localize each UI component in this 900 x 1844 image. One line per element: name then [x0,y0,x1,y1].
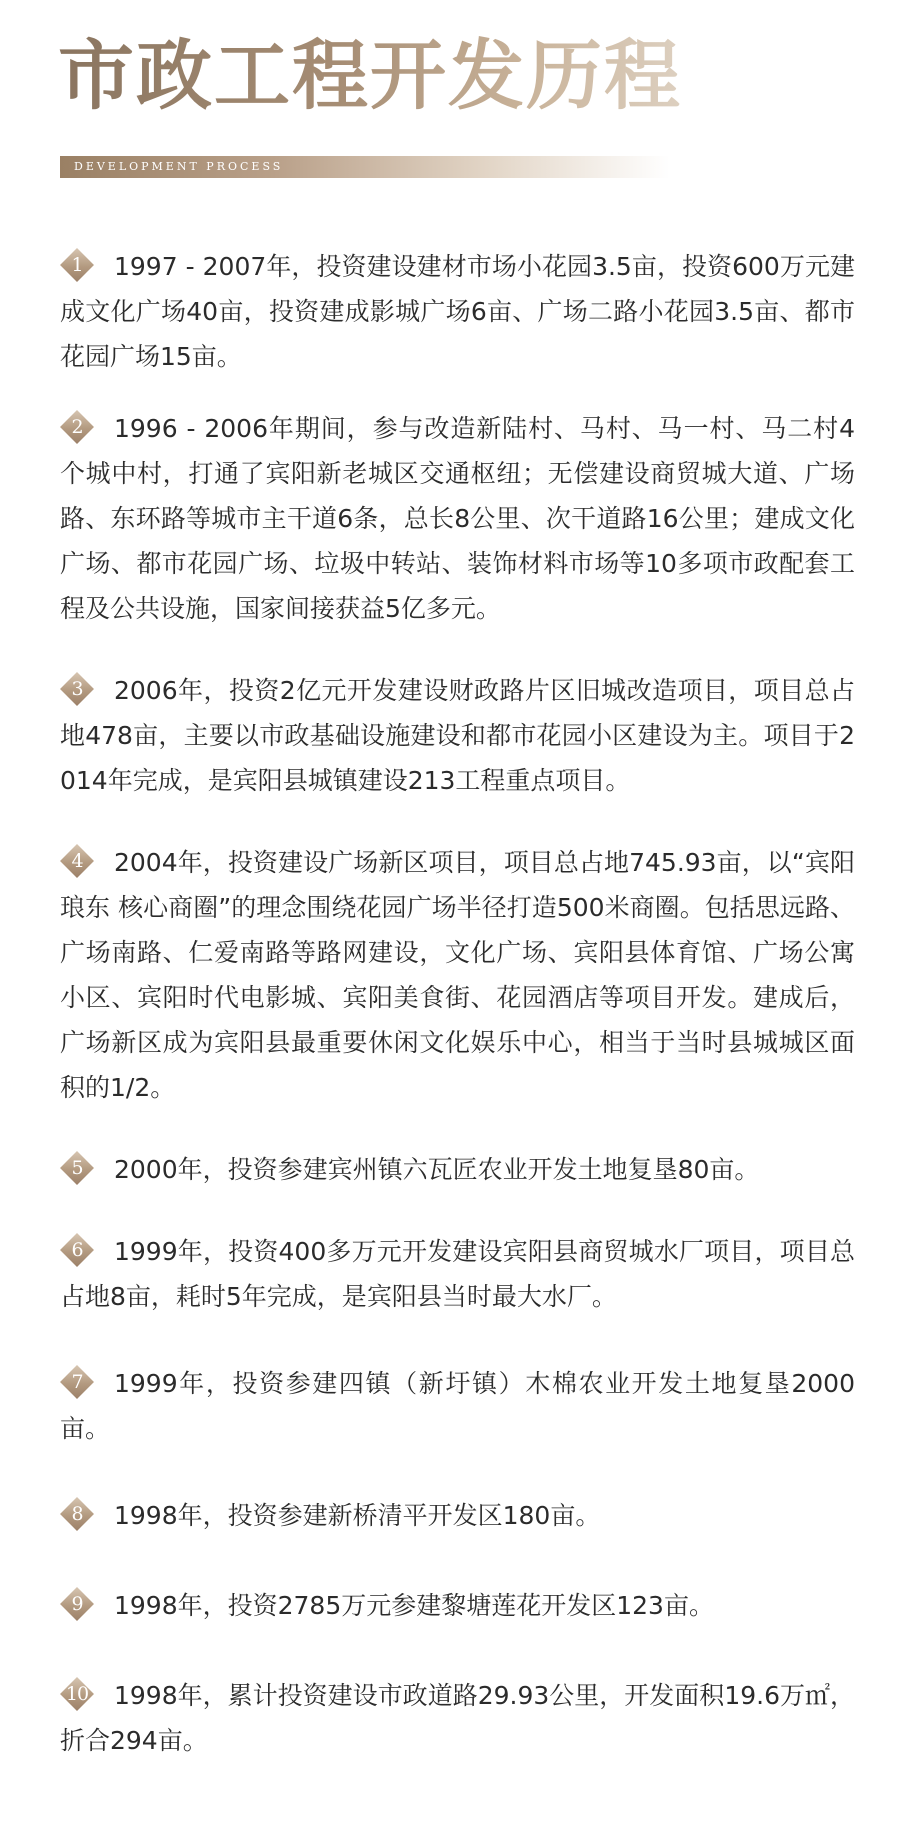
entry-number: 9 [71,1593,83,1615]
timeline-entry [60,1361,855,1451]
timeline-entry [60,406,855,631]
timeline-entry [60,1673,855,1763]
timeline-entry [60,1147,855,1192]
entry-text: 1998年，投资2785万元参建黎塘莲花开发区123亩。 [114,1591,714,1620]
number-badge [60,1677,94,1711]
entry-text: 1998年，投资参建新桥清平开发区180亩。 [114,1501,601,1530]
timeline-entry [60,244,855,379]
entry-text: 1999年，投资400多万元开发建设宾阳县商贸城水厂项目，项目总占地8亩，耗时5年完成，是宾阳县当时最大水厂。 [60,1237,855,1311]
number-badge [60,1151,94,1185]
entry-number: 6 [71,1239,83,1261]
development-timeline [60,244,855,1763]
number-badge [60,410,94,444]
entry-text: 2004年，投资建设广场新区项目，项目总占地745.93亩，以“宾阳琅东 核心商圈”的理念围绕花园广场半径打造500米商圈。包括思远路、广场南路、仁爱南路等路网建设，文化广场、宾阳县体育馆、广场公寓小区、宾阳时代电影城、宾阳美食街、花园酒店等项目开发。建成后，广场新区成为宾阳县最重要休闲文化娱乐中心，相当于当时县城城区面积的1/2。 [60,848,855,1102]
number-badge [60,844,94,878]
entry-text: 1998年，累计投资建设市政道路29.93公里，开发面积19.6万㎡，折合294亩。 [60,1681,855,1755]
timeline-entry [60,1583,855,1628]
entry-number: 7 [71,1371,83,1393]
entry-text: 2006年，投资2亿元开发建设财政路片区旧城改造项目，项目总占地478亩，主要以市政基础设施建设和都市花园小区建设为主。项目于2014年完成，是宾阳县城镇建设213工程重点项目。 [60,676,855,795]
number-badge [60,1497,94,1531]
entry-text: 1997 - 2007年，投资建设建材市场小花园3.5亩，投资600万元建成文化广场40亩，投资建成影城广场6亩、广场二路小花园3.5亩、都市花园广场15亩。 [60,252,855,371]
timeline-entry [60,1493,855,1538]
entry-number: 5 [71,1157,83,1179]
timeline-entry [60,1229,855,1319]
entry-text: 1996 - 2006年期间，参与改造新陆村、马村、马一村、马二村4个城中村，打通了宾阳新老城区交通枢纽；无偿建设商贸城大道、广场路、东环路等城市主干道6条，总长8公里、次干道路16公里；建成文化广场、都市花园广场、垃圾中转站、装饰材料市场等10多项市政配套工程及公共设施，国家间接获益5亿多元。 [60,414,855,623]
subtitle-banner [60,156,670,178]
timeline-entry [60,668,855,803]
entry-number: 3 [71,678,83,700]
entry-number: 2 [71,416,83,438]
entry-number: 1 [71,254,83,276]
entry-number: 8 [71,1503,83,1525]
entry-text: 2000年，投资参建宾州镇六瓦匠农业开发土地复垦80亩。 [114,1155,760,1184]
number-badge [60,248,94,282]
timeline-entry [60,840,855,1110]
entry-number: 10 [65,1683,89,1705]
number-badge [60,1365,94,1399]
number-badge [60,672,94,706]
number-badge [60,1587,94,1621]
entry-text: 1999年，投资参建四镇（新圩镇）木棉农业开发土地复垦2000亩。 [60,1369,855,1443]
page-subtitle: DEVELOPMENT PROCESS [74,160,284,173]
number-badge [60,1233,94,1267]
entry-number: 4 [71,850,83,872]
page-title: 市政工程开发历程 [58,31,682,120]
